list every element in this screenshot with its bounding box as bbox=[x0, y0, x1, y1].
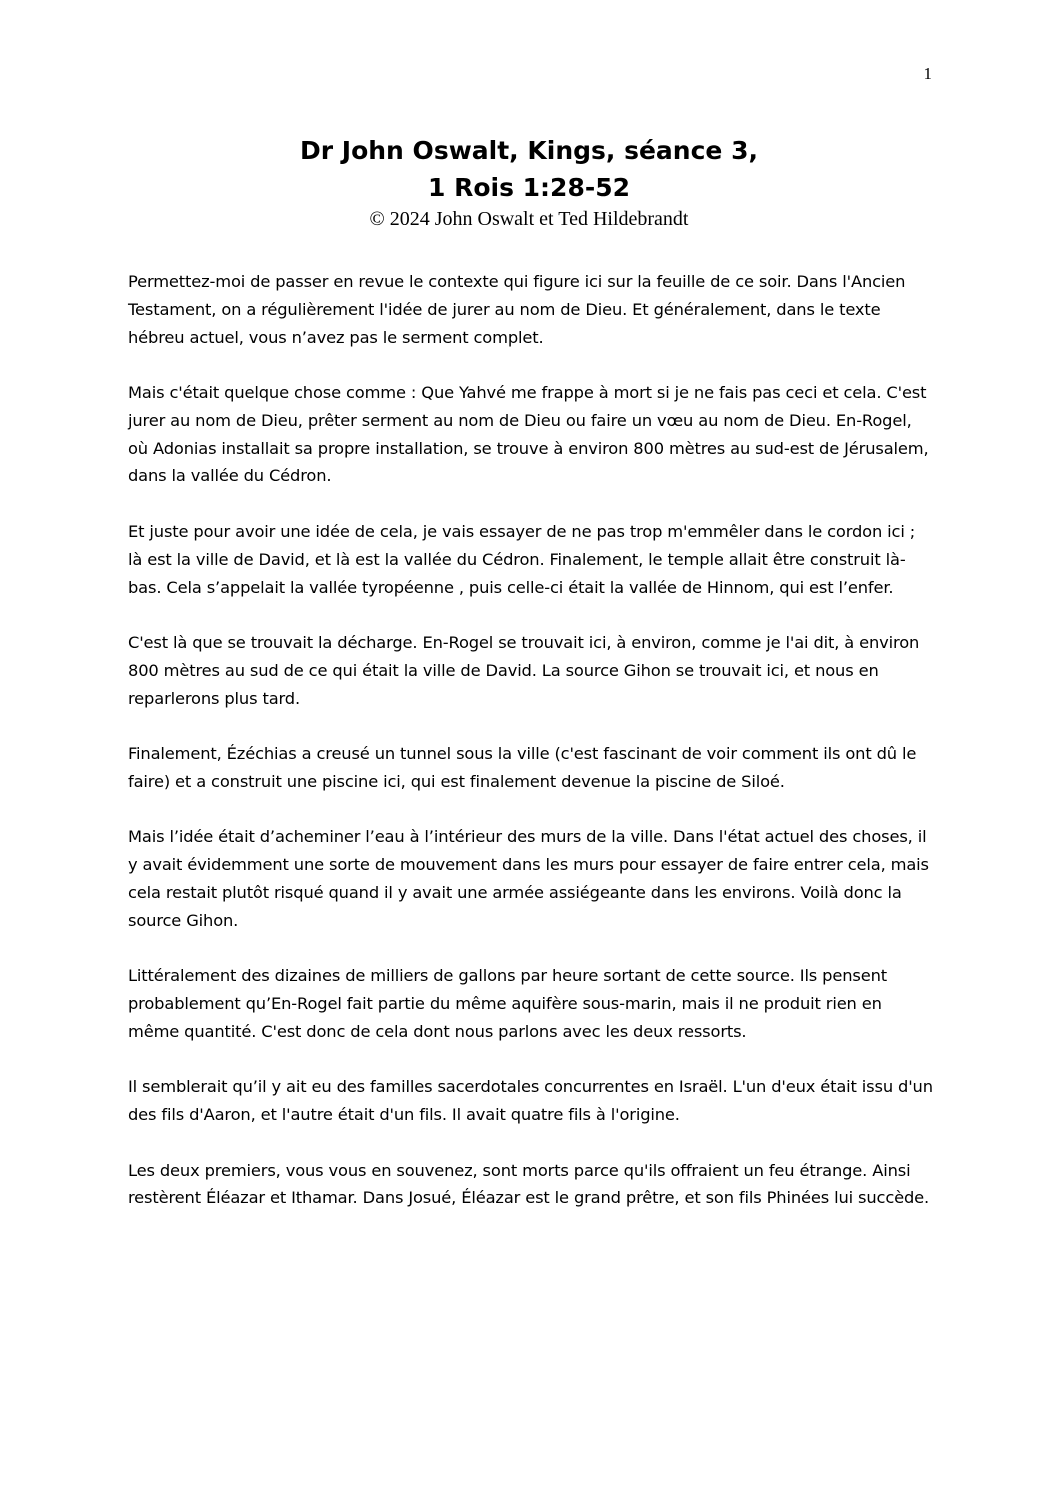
paragraph: Finalement, Ézéchias a creusé un tunnel sous la ville (c'est fascinant de voir comment ils ont dû le faire) et a construit une piscine ici, qui est finalement devenue la piscine de Siloé. bbox=[128, 744, 917, 791]
paragraph: Mais c'était quelque chose comme : Que Yahvé me frappe à mort si je ne fais pas ceci et cela. C'est jurer au nom de Dieu, prêter serment au nom de Dieu ou faire un vœu au nom de Dieu. En-Rogel, où Adonias installait sa propre installation, se trouve à environ 800 mètres au sud-est de Jérusalem, dans la vallée du Cédron. bbox=[128, 383, 929, 486]
paragraph: C'est là que se trouvait la décharge. En-Rogel se trouvait ici, à environ, comme je l'ai dit, à environ 800 mètres au sud de ce qui était la ville de David. La source Gihon se trouvait ici, et nous en reparlerons plus tard. bbox=[128, 633, 920, 708]
paragraph: Littéralement des dizaines de milliers de gallons par heure sortant de cette source. Ils pensent probablement qu’En-Rogel fait partie du même aquifère sous-marin, mais il ne produit rien en même quantité. C'est donc de cela dont nous parlons avec les deux ressorts. bbox=[128, 966, 887, 1041]
document-title-line-1: Dr John Oswalt, Kings, séance 3, bbox=[300, 136, 758, 165]
paragraph: Mais l’idée était d’acheminer l’eau à l’intérieur des murs de la ville. Dans l'état actuel des choses, il y avait évidemment une sorte de mouvement dans les murs pour essayer de faire entrer cela, mais cela restait plutôt risqué quand il y avait une armée assiégeante dans les environs. Voilà donc la source Gihon. bbox=[128, 827, 929, 930]
paragraph: Permettez-moi de passer en revue le contexte qui figure ici sur la feuille de ce soir. Dans l'Ancien Testament, on a régulièrement l'idée de jurer au nom de Dieu. Et généralement, dans le texte hébreu actuel, vous n’avez pas le serment complet. bbox=[128, 272, 906, 347]
title-block bbox=[128, 132, 930, 232]
paragraph: Les deux premiers, vous vous en souvenez, sont morts parce qu'ils offraient un feu étrange. Ainsi restèrent Éléazar et Ithamar. Dans Josué, Éléazar est le grand prêtre, et son fils Phinées lui succède. bbox=[128, 1160, 930, 1208]
document-title-line-2: 1 Rois 1:28-52 bbox=[427, 173, 631, 202]
paragraph: Et juste pour avoir une idée de cela, je vais essayer de ne pas trop m'emmêler dans le cordon ici ; là est la ville de David, et là est la vallée du Cédron. Finalement, le temple allait être construit là-bas. Cela s’appelait la vallée tyropéenne , puis celle-ci était la vallée de Hinnom, qui est l’enfer. bbox=[128, 521, 916, 597]
paragraph: Il semblerait qu’il y ait eu des familles sacerdotales concurrentes en Israël. L'un d'eux était issu d'un des fils d'Aaron, et l'autre était d'un fils. Il avait quatre fils à l'origine. bbox=[128, 1077, 933, 1125]
copyright-notice: © 2024 John Oswalt et Ted Hildebrandt bbox=[369, 208, 689, 230]
page-number: 1 bbox=[923, 64, 932, 83]
body-text bbox=[128, 268, 934, 1240]
